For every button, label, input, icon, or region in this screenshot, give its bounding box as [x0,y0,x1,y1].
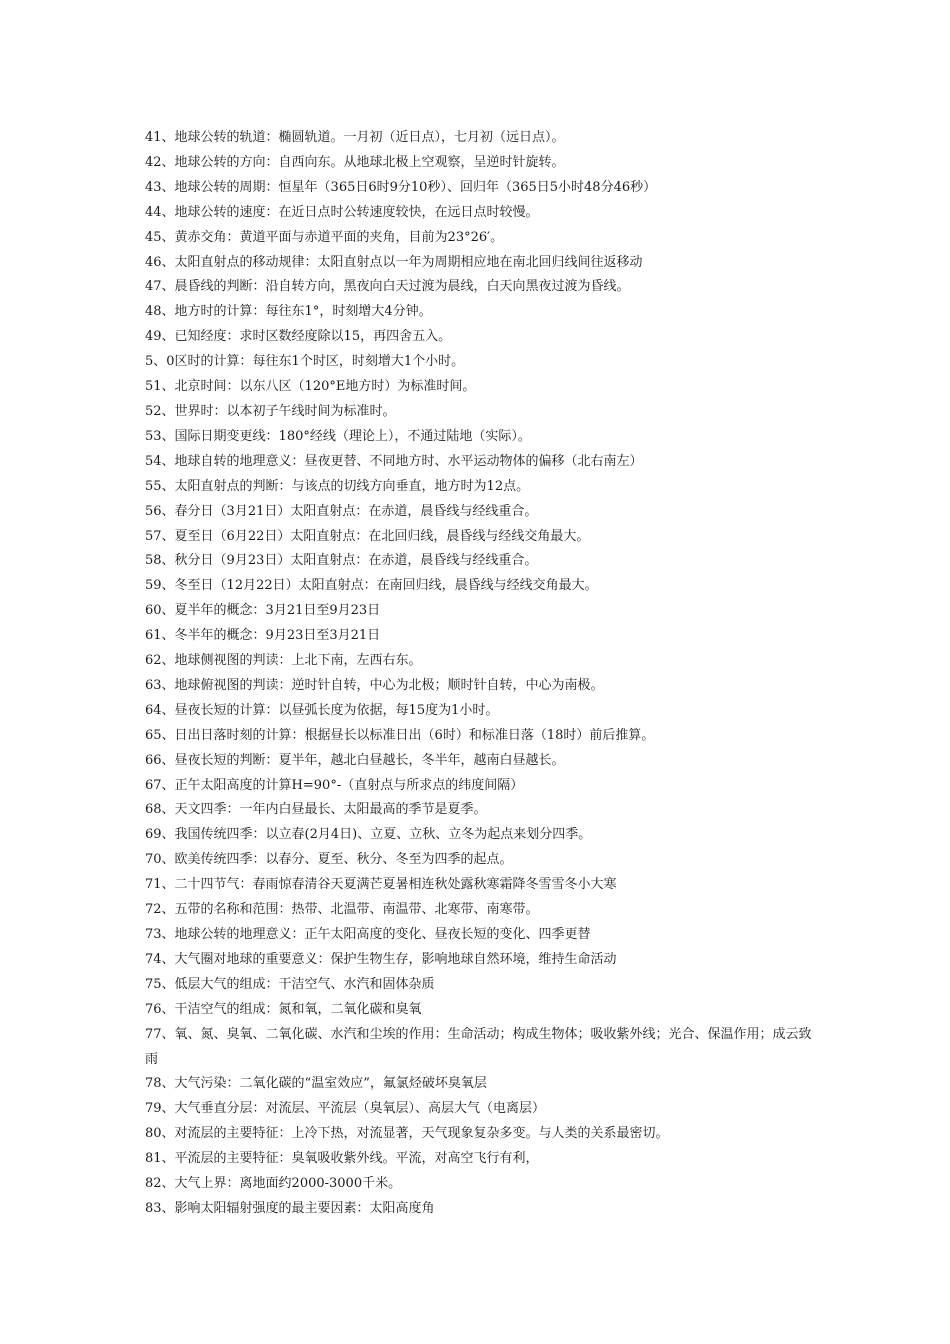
text-line: 53、国际日期变更线：180°经线（理论上），不通过陆地（实际）。 [145,428,531,444]
text-line: 48、地方时的计算：每往东1°，时刻增大4分钟。 [145,304,432,320]
text-line: 42、地球公转的方向：自西向东。从地球北极上空观察，呈逆时针旋转。 [145,154,565,170]
text-line: 68、天文四季：一年内白昼最长、太阳最高的季节是夏季。 [145,802,487,818]
text-line: 43、地球公转的周期：恒星年（365日6时9分10秒）、回归年（365日5小时48分46秒） [145,179,657,195]
text-line: 66、昼夜长短的判断：夏半年，越北白昼越长，冬半年，越南白昼越长。 [145,752,565,768]
text-line: 44、地球公转的速度：在近日点时公转速度较快，在远日点时较慢。 [145,204,539,220]
text-line: 81、平流层的主要特征：臭氧吸收紫外线。平流，对高空飞行有利， [145,1151,539,1167]
text-line: 74、大气圈对地球的重要意义：保护生物生存，影响地球自然环境，维持生命活动 [145,951,617,967]
text-line: 79、大气垂直分层：对流层、平流层（臭氧层）、高层大气（电离层） [145,1101,546,1117]
text-line: 45、黄赤交角：黄道平面与赤道平面的夹角，目前为23°26′。 [145,229,504,245]
text-line: 54、地球自转的地理意义：昼夜更替、不同地方时、水平运动物体的偏移（北右南左） [145,453,643,469]
text-line: 80、对流层的主要特征：上冷下热，对流显著，天气现象复杂多变。与人类的关系最密切。 [145,1126,669,1142]
text-line: 52、世界时：以本初子午线时间为标准时。 [145,403,396,419]
text-line: 51、北京时间：以东八区（120°E地方时）为标准时间。 [145,379,476,395]
text-line: 83、影响太阳辐射强度的最主要因素：太阳高度角 [145,1200,435,1216]
text-line: 57、夏至日（6月22日）太阳直射点：在北回归线，晨昏线与经线交角最大。 [145,528,590,544]
text-line: 55、太阳直射点的判断：与该点的切线方向垂直，地方时为12点。 [145,478,530,494]
text-line: 5、0区时的计算：每往东1个时区，时刻增大1个小时。 [145,354,465,370]
text-line: 47、晨昏线的判断：沿自转方向，黑夜向白天过渡为晨线，白天向黑夜过渡为昏线。 [145,279,630,295]
text-line: 62、地球侧视图的判读：上北下南，左西右东。 [145,653,422,669]
text-line: 46、太阳直射点的移动规律：太阳直射点以一年为周期相应地在南北回归线间往返移动 [145,254,643,270]
text-line: 76、干洁空气的组成：氮和氧，二氧化碳和臭氧 [145,1001,422,1017]
text-line: 49、已知经度：求时区数经度除以15，再四舍五入。 [145,329,452,345]
text-line: 82、大气上界：离地面约2000-3000千米。 [145,1176,402,1192]
text-line: 71、二十四节气：春雨惊春清谷天夏满芒夏暑相连秋处露秋寒霜降冬雪雪冬小大寒 [145,877,617,893]
text-line: 61、冬半年的概念：9月23日至3月21日 [145,628,381,644]
text-line: 59、冬至日（12月22日）太阳直射点：在南回归线，晨昏线与经线交角最大。 [145,578,598,594]
text-line: 58、秋分日（9月23日）太阳直射点：在赤道，晨昏线与经线重合。 [145,553,538,569]
text-line: 65、日出日落时刻的计算：根据昼长以标准日出（6时）和标准日落（18时）前后推算。 [145,727,655,743]
text-line: 73、地球公转的地理意义：正午太阳高度的变化、昼夜长短的变化、四季更替 [145,927,591,942]
text-line: 72、五带的名称和范围：热带、北温带、南温带、北寒带、南寒带。 [145,902,539,918]
text-line: 78、大气污染：二氧化碳的“温室效应”，氟氯烃破坏臭氧层 [145,1076,487,1092]
text-line: 56、春分日（3月21日）太阳直射点：在赤道，晨昏线与经线重合。 [145,503,538,519]
text-line: 70、欧美传统四季：以春分、夏至、秋分、冬至为四季的起点。 [145,852,513,868]
text-line: 77、氧、氮、臭氧、二氧化碳、水汽和尘埃的作用：生命活动；构成生物体；吸收紫外线；光合、保温作用；成云致雨 [145,1026,812,1067]
text-line: 69、我国传统四季：以立春(2月4日)、立夏、立秋、立冬为起点来划分四季。 [145,827,592,843]
text-line: 41、地球公转的轨道：椭圆轨道。一月初（近日点），七月初（远日点）。 [145,130,565,145]
text-line: 60、夏半年的概念：3月21日至9月23日 [145,603,381,619]
document-page [145,126,815,1222]
text-line: 67、正午太阳高度的计算H=90°-（直射点与所求点的纬度间隔） [145,777,524,793]
text-line: 63、地球俯视图的判读：逆时针自转，中心为北极；顺时针自转，中心为南极。 [145,677,604,693]
text-line: 64、昼夜长短的计算：以昼弧长度为依据，每15度为1小时。 [145,702,499,718]
text-line: 75、低层大气的组成：干洁空气、水汽和固体杂质 [145,976,435,992]
